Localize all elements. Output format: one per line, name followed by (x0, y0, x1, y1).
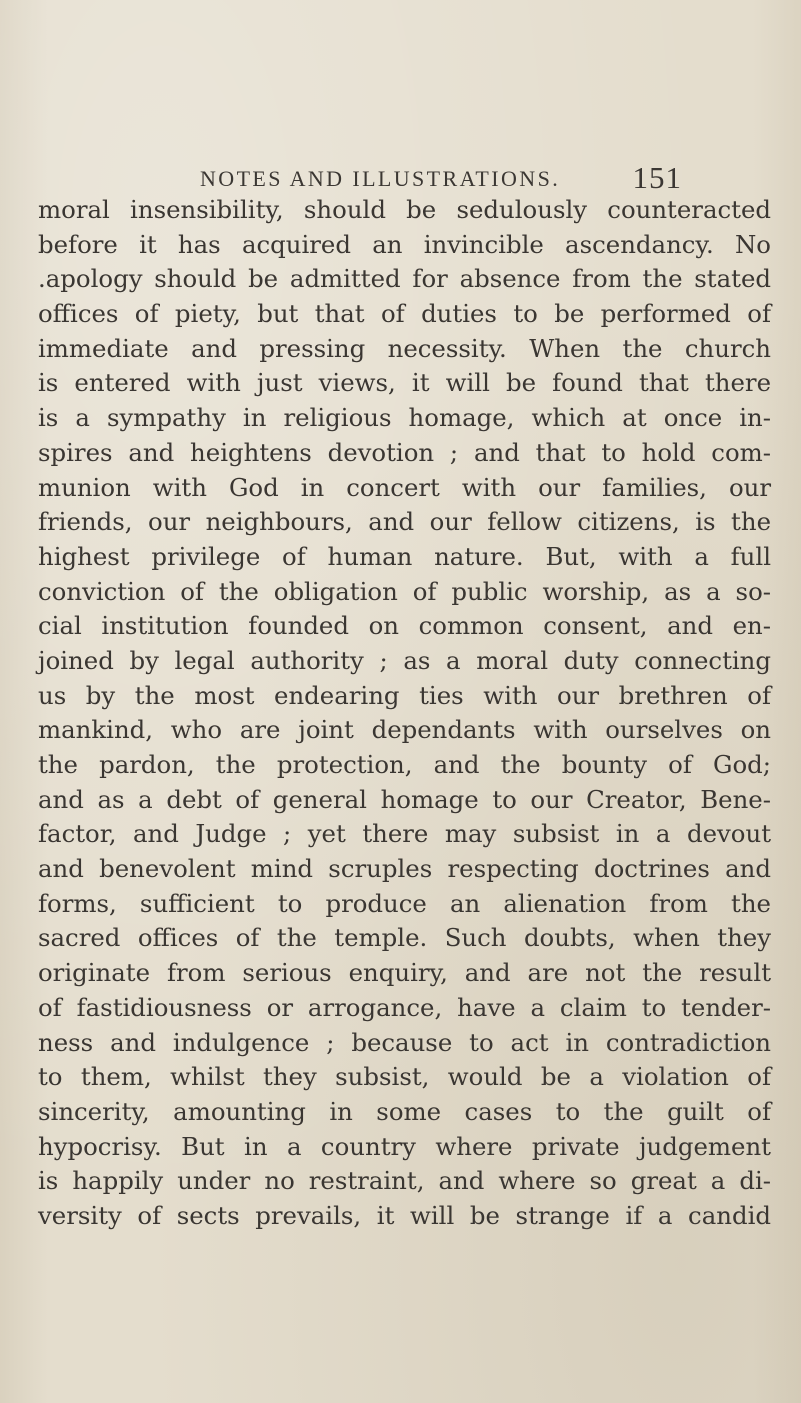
text-line: sincerity, amounting in some cases to the guilt of (38, 1096, 771, 1126)
text-line: sacred offices of the temple. Such doubts, when they (38, 923, 771, 953)
text-line: joined by legal authority ; as a moral duty connecting (38, 645, 771, 675)
text-line: munion with God in concert with our families, our (38, 472, 771, 502)
page-number: 151 (632, 160, 682, 195)
text-line: and as a debt of general homage to our Creator, Bene- (38, 784, 771, 814)
text-line: is entered with just views, it will be found that there (38, 368, 771, 398)
text-line: hypocrisy. But in a country where private judgement (38, 1131, 771, 1161)
text-line: of fastidiousness or arrogance, have a claim to tender- (38, 992, 771, 1022)
text-line: ness and indulgence ; because to act in contradiction (38, 1027, 771, 1057)
text-line: is a sympathy in religious homage, which at once in- (38, 403, 771, 433)
running-head (200, 160, 682, 196)
text-line: friends, our neighbours, and our fellow citizens, is the (38, 507, 771, 537)
text-line: offices of piety, but that of duties to be performed of (38, 299, 771, 329)
text-line: factor, and Judge ; yet there may subsist in a devout (38, 819, 771, 849)
text-line: cial institution founded on common consent, and en- (38, 611, 771, 641)
text-line: before it has acquired an invincible ascendancy. No (38, 229, 771, 259)
text-line: the pardon, the protection, and the bounty of God; (38, 750, 771, 779)
text-line: and benevolent mind scruples respecting doctrines and (38, 854, 771, 884)
text-line: spires and heightens devotion ; and that to hold com- (38, 437, 771, 467)
text-line: us by the most endearing ties with our brethren of (38, 680, 771, 710)
text-line: .apology should be admitted for absence from the stated (38, 264, 771, 294)
text-line: originate from serious enquiry, and are not the result (38, 958, 771, 988)
text-line: is happily under no restraint, and where so great a di- (38, 1166, 771, 1196)
running-head-title: NOTES AND ILLUSTRATIONS. (200, 166, 561, 191)
text-line: forms, sufficient to produce an alienation from the (38, 888, 771, 918)
text-line: immediate and pressing necessity. When the church (38, 333, 771, 363)
text-line: versity of sects prevails, it will be strange if a candid (38, 1200, 771, 1230)
text-line: highest privilege of human nature. But, with a full (38, 541, 771, 571)
text-line: mankind, who are joint dependants with ourselves on (38, 715, 771, 745)
text-line: moral insensibility, should be sedulously counteracted (38, 195, 771, 224)
text-line: to them, whilst they subsist, would be a violation of (38, 1062, 771, 1092)
body-text (38, 193, 771, 1234)
text-line: conviction of the obligation of public worship, as a so- (38, 576, 771, 606)
